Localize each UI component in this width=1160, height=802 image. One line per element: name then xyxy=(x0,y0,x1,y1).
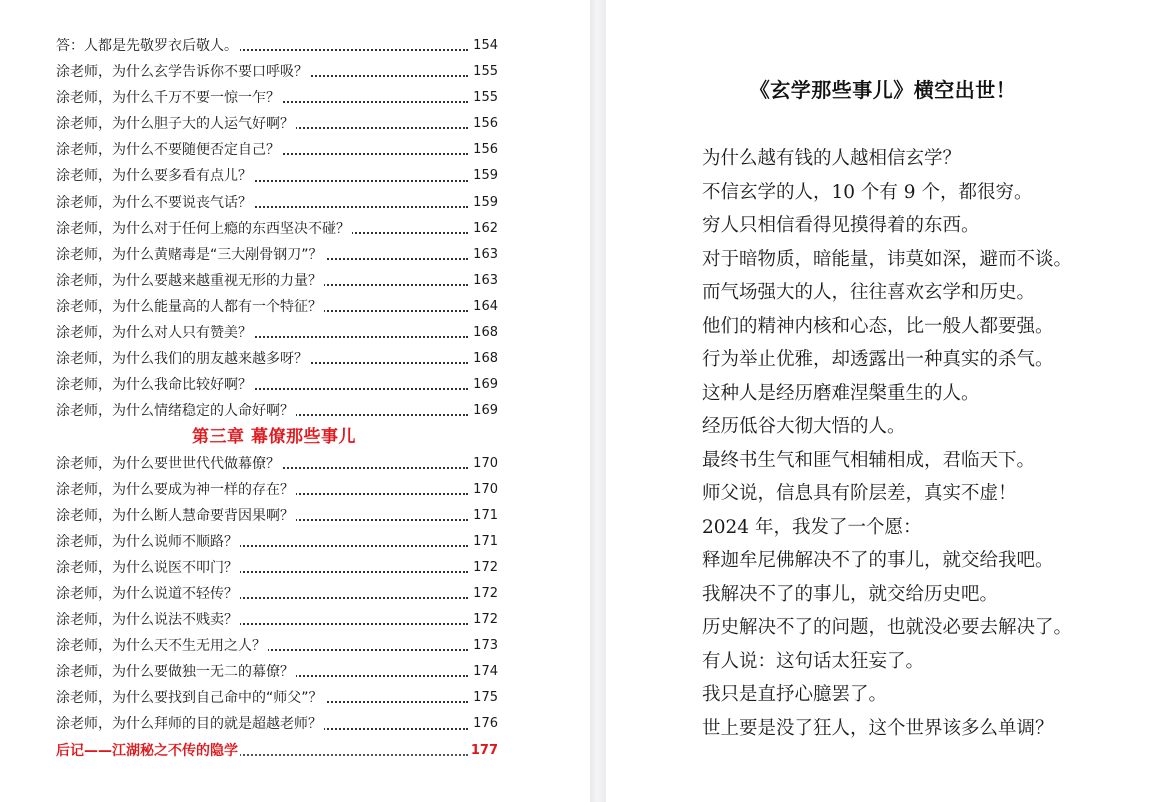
toc-entry[interactable] xyxy=(56,268,498,294)
toc-entry-page: 156 xyxy=(470,137,498,163)
toc-entry-title: 答：人都是先敬罗衣后敬人。 xyxy=(56,33,240,59)
toc-entry[interactable] xyxy=(56,372,498,398)
toc-entry[interactable] xyxy=(56,659,498,685)
toc-entry-title: 涂老师，为什么黄赌毒是“三大剐骨钢刀”？ xyxy=(56,242,325,268)
toc-entry-title: 涂老师，为什么说法不贱卖？ xyxy=(56,607,240,633)
toc-entry[interactable] xyxy=(56,451,498,477)
toc-entry-title: 涂老师，为什么胆子大的人运气好啊？ xyxy=(56,111,296,137)
toc-entry-page: 154 xyxy=(470,33,498,59)
article-line: 我解决不了的事儿，就交给历史吧。 xyxy=(702,583,999,605)
toc-entry-title: 涂老师，为什么说医不叩门？ xyxy=(56,555,240,581)
toc-entry-page: 159 xyxy=(470,190,498,216)
article-line: 不信玄学的人，10 个有 9 个，都很穷。 xyxy=(702,181,1033,203)
toc-entry-title: 涂老师，为什么要做独一无二的幕僚？ xyxy=(56,659,296,685)
toc-entry[interactable] xyxy=(56,685,498,711)
page-gutter xyxy=(590,0,606,802)
article-line: 穷人只相信看得见摸得着的东西。 xyxy=(702,215,980,236)
toc-entry[interactable] xyxy=(56,529,498,555)
toc-entry-title: 涂老师，为什么要多看有点儿？ xyxy=(56,163,254,189)
toc-entry-title: 涂老师，为什么说师不顺路？ xyxy=(56,529,240,555)
toc-entry[interactable] xyxy=(56,85,498,111)
article-line: 世上要是没了狂人，这个世界该多么单调？ xyxy=(702,717,1054,739)
toc-entry-title: 涂老师，为什么对于任何上瘾的东西坚决不碰？ xyxy=(56,216,352,242)
article-line: 对于暗物质，暗能量，讳莫如深，避而不谈。 xyxy=(702,248,1073,270)
article-line: 而气场强大的人，往往喜欢玄学和历史。 xyxy=(702,282,1036,303)
toc-entry-page: 175 xyxy=(470,685,498,711)
toc-entry-page: 163 xyxy=(470,268,498,294)
toc-entry-page: 155 xyxy=(470,59,498,85)
article-line: 最终书生气和匪气相辅相成，君临天下。 xyxy=(702,449,1036,471)
toc-entry[interactable] xyxy=(56,398,498,424)
toc-entry[interactable] xyxy=(56,190,498,216)
article-body xyxy=(702,142,1154,745)
toc-entry-page: 163 xyxy=(470,242,498,268)
toc-section-chapter-two xyxy=(56,33,498,424)
toc-entry-page: 172 xyxy=(470,555,498,581)
toc-entry-page: 176 xyxy=(470,711,498,737)
toc-entry-title: 涂老师，为什么我们的朋友越来越多呀？ xyxy=(56,346,310,372)
toc-entry[interactable] xyxy=(56,555,498,581)
toc-entry-page: 169 xyxy=(470,398,498,424)
toc-entry[interactable] xyxy=(56,216,498,242)
article-line: 为什么越有钱的人越相信玄学？ xyxy=(702,148,962,169)
toc-entry-title: 后记——江湖秘之不传的隐学 xyxy=(56,738,240,764)
table-of-contents xyxy=(56,33,498,764)
toc-entry-page: 155 xyxy=(470,85,498,111)
toc-entry[interactable] xyxy=(56,320,498,346)
toc-entry-page: 159 xyxy=(470,163,498,189)
toc-entry-title: 涂老师，为什么情绪稳定的人命好啊？ xyxy=(56,398,296,424)
toc-entry-page: 168 xyxy=(470,320,498,346)
toc-entry[interactable] xyxy=(56,294,498,320)
article-title: 《玄学那些事儿》横空出世！ xyxy=(749,78,1017,102)
toc-entry-page: 177 xyxy=(468,738,498,764)
toc-entry[interactable] xyxy=(56,163,498,189)
toc-entry-title: 涂老师，为什么对人只有赞美？ xyxy=(56,320,254,346)
toc-entry[interactable] xyxy=(56,111,498,137)
article-line: 这种人是经历磨难涅槃重生的人。 xyxy=(702,382,980,404)
toc-entry-title: 涂老师，为什么拜师的目的就是超越老师？ xyxy=(56,711,324,737)
toc-entry-title: 涂老师，为什么要成为神一样的存在？ xyxy=(56,477,296,503)
toc-entry[interactable] xyxy=(56,711,498,737)
toc-entry-page: 162 xyxy=(470,216,498,242)
toc-entry[interactable] xyxy=(56,633,498,659)
toc-entry-title: 涂老师，为什么千万不要一惊一乍？ xyxy=(56,85,282,111)
toc-entry-title: 涂老师，为什么我命比较好啊？ xyxy=(56,372,254,398)
toc-entry-title: 涂老师，为什么要世世代代做幕僚？ xyxy=(56,451,282,477)
article-line: 释迦牟尼佛解决不了的事儿，就交给我吧。 xyxy=(702,550,1054,571)
toc-entry-page: 172 xyxy=(470,581,498,607)
toc-entry-page: 156 xyxy=(470,111,498,137)
toc-entry-title: 涂老师，为什么要越来越重视无形的力量？ xyxy=(56,268,324,294)
toc-entry[interactable] xyxy=(56,503,498,529)
toc-entry[interactable] xyxy=(56,607,498,633)
toc-entry-page: 168 xyxy=(470,346,498,372)
toc-entry[interactable] xyxy=(56,242,498,268)
toc-entry-title: 涂老师，为什么不要随便否定自己？ xyxy=(56,137,282,163)
toc-entry-page: 172 xyxy=(470,607,498,633)
article-line: 经历低谷大彻大悟的人。 xyxy=(702,416,906,437)
toc-entry-title: 涂老师，为什么不要说丧气话？ xyxy=(56,190,254,216)
toc-entry-page: 173 xyxy=(470,633,498,659)
toc-entry-page: 170 xyxy=(470,451,498,477)
article-line: 2024 年，我发了一个愿： xyxy=(702,516,922,538)
article-line: 他们的精神内核和心态，比一般人都要强。 xyxy=(702,315,1054,337)
toc-entry[interactable] xyxy=(56,346,498,372)
right-page xyxy=(606,0,1160,802)
article-line: 行为举止优雅，却透露出一种真实的杀气。 xyxy=(702,349,1054,370)
toc-entry-page: 169 xyxy=(470,372,498,398)
toc-entry[interactable] xyxy=(56,477,498,503)
toc-entry[interactable] xyxy=(56,33,498,59)
toc-entry-title: 涂老师，为什么说道不轻传？ xyxy=(56,581,240,607)
toc-entry-title: 涂老师，为什么断人慧命要背因果啊？ xyxy=(56,503,296,529)
toc-entry[interactable] xyxy=(56,581,498,607)
toc-entry-title: 涂老师，为什么天不生无用之人？ xyxy=(56,633,268,659)
toc-epilogue-entry[interactable] xyxy=(56,738,498,764)
toc-entry-page: 170 xyxy=(470,477,498,503)
toc-entry-title: 涂老师，为什么能量高的人都有一个特征？ xyxy=(56,294,324,320)
article-line: 我只是直抒心臆罢了。 xyxy=(702,684,888,705)
article-line: 历史解决不了的问题，也就没必要去解决了。 xyxy=(702,617,1073,638)
toc-entry-page: 164 xyxy=(470,294,498,320)
toc-entry-page: 174 xyxy=(470,659,498,685)
toc-entry[interactable] xyxy=(56,59,498,85)
article-line: 有人说：这句话太狂妄了。 xyxy=(702,650,925,672)
toc-entry[interactable] xyxy=(56,137,498,163)
toc-section-chapter-three xyxy=(56,451,498,738)
toc-entry-title: 涂老师，为什么要找到自己命中的“师父”？ xyxy=(56,685,325,711)
toc-entry-title: 涂老师，为什么玄学告诉你不要口呼吸？ xyxy=(56,59,310,85)
toc-entry-page: 171 xyxy=(470,529,498,555)
toc-entry-page: 171 xyxy=(470,503,498,529)
article-line: 师父说，信息具有阶层差，真实不虚！ xyxy=(702,483,1017,504)
chapter-three-heading: 第三章 幕僚那些事儿 xyxy=(192,427,356,448)
